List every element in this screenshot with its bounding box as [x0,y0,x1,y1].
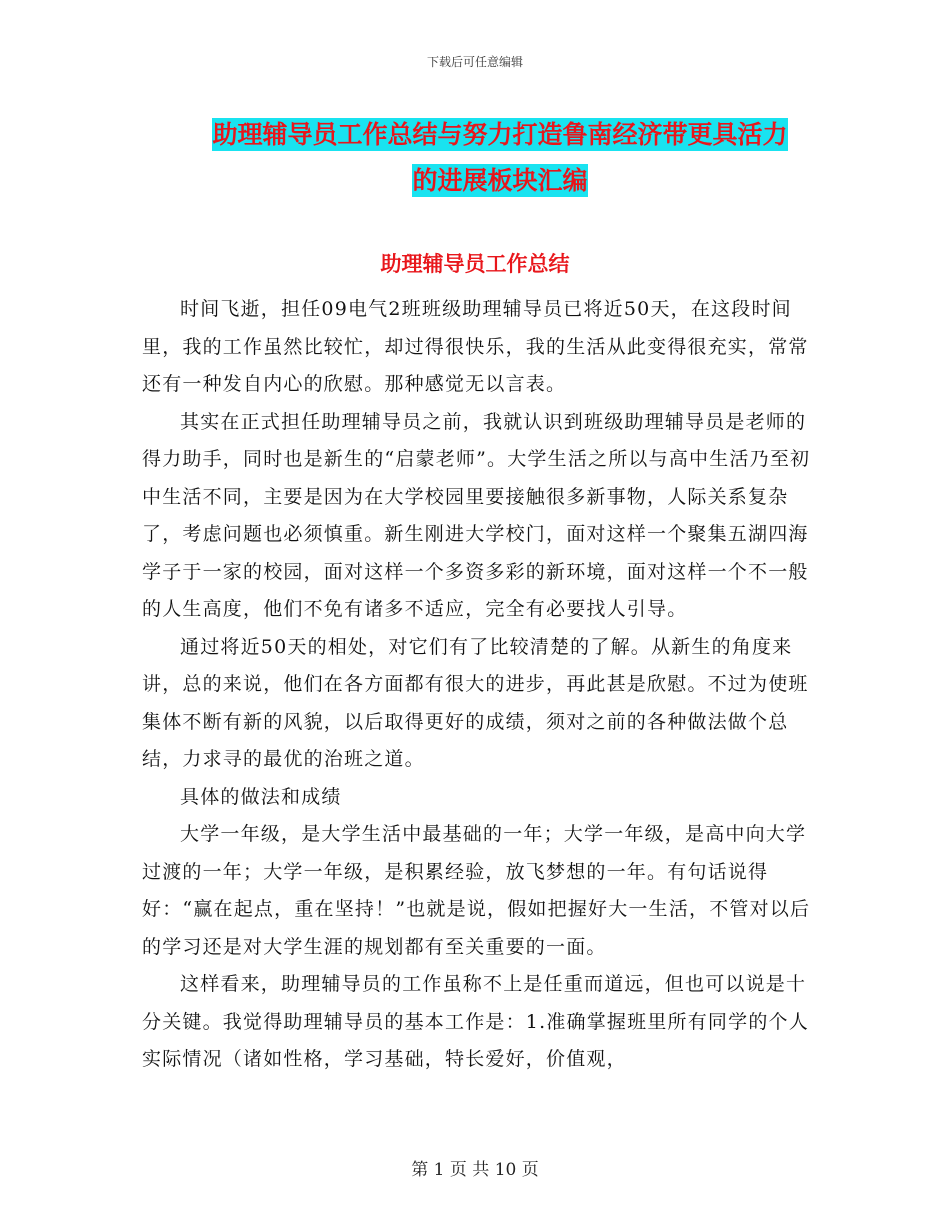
section-title: 助理辅导员工作总结 [380,252,570,276]
paragraph: 其实在正式担任助理辅导员之前，我就认识到班级助理辅导员是老师的得力助手，同时也是新生的“启蒙老师”。大学生活之所以与高中生活乃至初中生活不同，主要是因为在大学校园里要接触很多新事物，人际关系复杂了，考虑问题也必须慎重。新生刚进大学校门，面对这样一个聚集五湖四海学子于一家的校园，面对这样一个多资多彩的新环境，面对这样一个不一般的人生高度，他们不免有诸多不适应，完全有必要找人引导。 [142,410,811,620]
document-body [142,291,814,1079]
subheading-paragraph: 具体的做法和成绩 [180,785,342,808]
paragraph: 大学一年级，是大学生活中最基础的一年；大学一年级，是高中向大学过渡的一年；大学一年级，是积累经验，放飞梦想的一年。有句话说得好：“赢在起点，重在坚持！”也就是说，假如把握好大一生活，不管对以后的学习还是对大学生涯的规划都有至关重要的一面。 [142,823,811,958]
document-title-line-1: 助理辅导员工作总结与努力打造鲁南经济带更具活力 [212,120,788,149]
paragraph: 这样看来，助理辅导员的工作虽称不上是任重而道远，但也可以说是十分关键。我觉得助理辅导员的基本工作是：1.准确掌握班里所有同学的个人实际情况（诸如性格，学习基础，特长爱好，价值观， [142,973,809,1070]
header-note: 下载后可任意编辑 [426,55,523,69]
paragraph: 时间飞逝，担任09电气2班班级助理辅导员已将近50天，在这段时间里，我的工作虽然比较忙，却过得很快乐，我的生活从此变得很充实，常常还有一种发自内心的欣慰。那种感觉无以言表。 [142,298,809,395]
page-number: 第 1 页 共 10 页 [411,1160,539,1180]
paragraph: 通过将近50天的相处，对它们有了比较清楚的了解。从新生的角度来讲，总的来说，他们在各方面都有很大的进步，再此甚是欣慰。不过为使班集体不断有新的风貌，以后取得更好的成绩，须对之前的各种做法做个总结，力求寻的最优的治班之道。 [142,635,809,770]
document-title-line-2: 的进展板块汇编 [412,166,588,195]
document-title [140,112,860,204]
